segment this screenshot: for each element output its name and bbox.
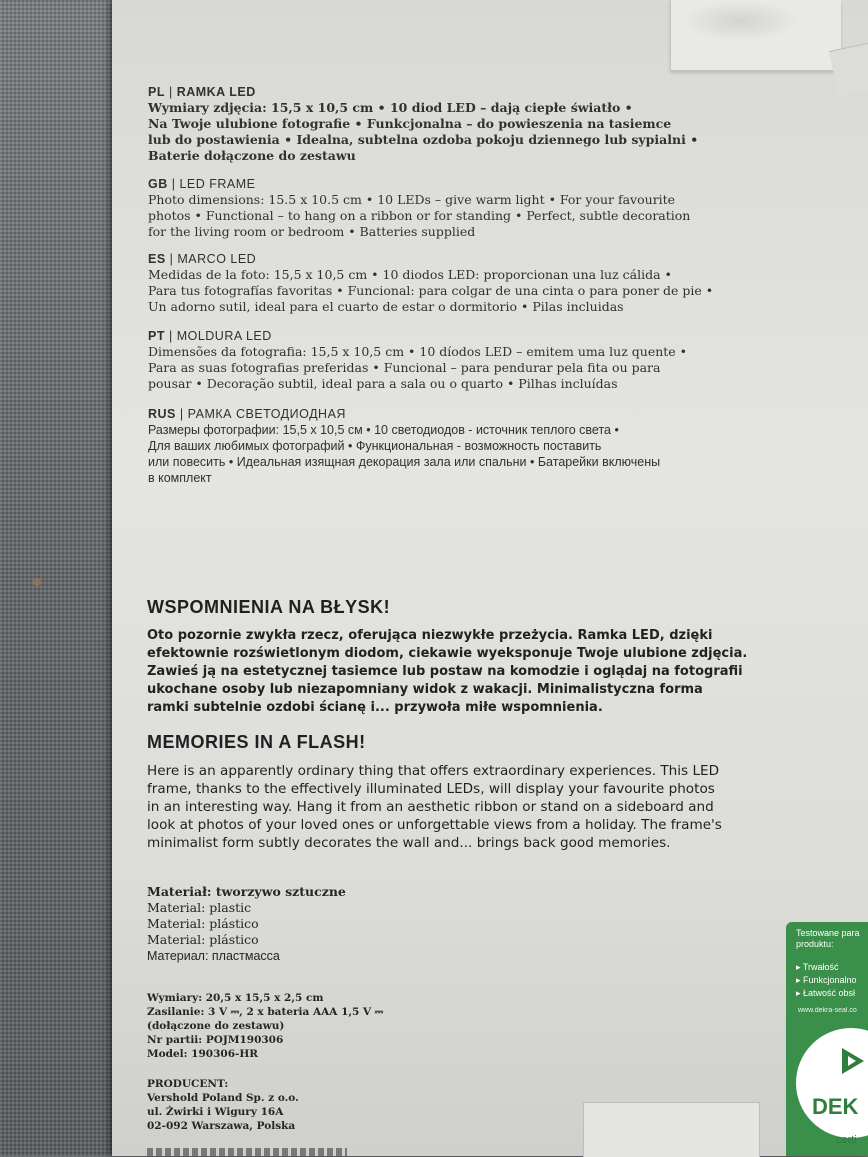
en-description: [147, 762, 722, 852]
lang-line: Medidas de la foto: 15,5 x 10,5 cm • 10 diodos LED: proporcionan una luz cálida •: [148, 267, 672, 282]
flap-print: [681, 0, 801, 42]
lang-heading: RUS | РАМКА СВЕТОДИОДНАЯ: [148, 407, 346, 421]
material-line: Materiał: tworzywo sztuczne: [147, 884, 346, 899]
lang-line: или повесить • Идеальная изящная декорация зала или спальни • Батарейки включены: [148, 455, 661, 469]
spec-line: Model: 190306-HR: [147, 1048, 259, 1060]
lang-line: Dimensões da fotografia: 15,5 x 10,5 cm • 10 díodos LED – emitem uma luz quente •: [148, 344, 688, 359]
dekra-logo-icon: [840, 1046, 866, 1076]
seal-cert-text: certi: [836, 1134, 857, 1146]
material-line: Material: plastic: [147, 900, 252, 915]
producer-info: [147, 1077, 299, 1133]
seal-logo-text: DEK: [812, 1094, 859, 1119]
product-box: [112, 0, 868, 1156]
lang-line: Wymiary zdjęcia: 15,5 x 10,5 cm • 10 diod LED – dają ciepłe światło •: [148, 100, 633, 115]
seal-title: Testowane para produktu:: [796, 928, 860, 949]
en-heading: MEMORIES IN A FLASH!: [147, 732, 366, 752]
para-line: in an interesting way. Hang it from an aesthetic ribbon or stand on a sideboard and: [147, 799, 714, 815]
lang-block-rus: [148, 406, 660, 486]
lang-heading: GB | LED FRAME: [148, 177, 256, 191]
lang-block-es: [148, 251, 713, 315]
para-line: minimalist form subtly decorates the wall and... brings back good memories.: [147, 835, 671, 851]
lang-block-pt: [148, 328, 687, 392]
lang-heading: PT | MOLDURA LED: [148, 329, 272, 343]
para-line: Zawieś ją na estetycznej tasiemce lub postaw na komodzie i oglądaj na fotografii: [147, 664, 743, 679]
lang-block-pl: [148, 84, 698, 164]
seal-url: www.dekra-seal.co: [798, 1007, 857, 1014]
lang-line: Para as suas fotografias preferidas • Funcional – para pendurar pela fita ou para: [148, 360, 661, 375]
lang-line: Para tus fotografías favoritas • Funcional: para colgar de una cinta o para poner de pie •: [148, 283, 714, 298]
para-line: efektownie rozświetlonym diodom, ciekawie wyeksponuje Twoje ulubione zdjęcia.: [147, 646, 748, 661]
lang-line: lub do postawienia • Idealna, subtelna ozdoba pokoju dziennego lub sypialni •: [148, 132, 699, 147]
dekra-seal: [786, 922, 868, 1156]
material-line: Материал: пластмасса: [147, 949, 280, 963]
para-line: ukochane osoby lub niezapomniany widok z wakacji. Minimalistyczna forma: [147, 682, 703, 697]
para-line: Here is an apparently ordinary thing that offers extraordinary experiences. This LED: [147, 763, 720, 779]
cropped-text-line: [147, 1148, 347, 1156]
lang-line: pousar • Decoração subtil, ideal para a sala ou o quarto • Pilhas incluídas: [148, 376, 618, 391]
seal-item: ▸ Funkcjonalno: [796, 975, 857, 985]
lang-line: for the living room or bedroom • Batteries supplied: [148, 224, 476, 239]
para-line: look at photos of your loved ones or unforgettable views from a holiday. The frame's: [147, 817, 722, 833]
lang-line: Размеры фотографии: 15,5 x 10,5 см • 10 светодиодов - источник теплого света •: [148, 423, 619, 437]
lang-line: Photo dimensions: 15.5 x 10.5 cm • 10 LEDs – give warm light • For your favourite: [148, 192, 676, 207]
box-flap: [670, 0, 841, 71]
pl-description: [147, 627, 747, 717]
lang-line: photos • Functional – to hang on a ribbon or for standing • Perfect, subtle decoration: [148, 208, 691, 223]
spec-line: Zasilanie: 3 V ⎓, 2 x bateria AAA 1,5 V ⎓: [147, 1006, 384, 1018]
para-line: Oto pozornie zwykła rzecz, oferująca niezwykłe przeżycia. Ramka LED, dzięki: [147, 628, 713, 643]
materials-list: [147, 884, 346, 964]
producer-street: ul. Żwirki i Wigury 16A: [147, 1106, 284, 1118]
lang-line: в комплект: [148, 471, 212, 485]
producer-name: Vershold Poland Sp. z o.o.: [147, 1092, 299, 1104]
seal-circle: [792, 1024, 868, 1142]
seal-item: ▸ Trwałość: [796, 962, 839, 972]
fabric-background: [0, 0, 125, 1156]
fabric-spot: [33, 578, 41, 586]
spec-line: Wymiary: 20,5 x 15,5 x 2,5 cm: [147, 992, 324, 1004]
producer-city: 02-092 Warszawa, Polska: [147, 1120, 296, 1132]
lang-line: Na Twoje ulubione fotografie • Funkcjonalna – do powieszenia na tasiemce: [148, 116, 672, 131]
specs-list: [147, 991, 383, 1061]
lang-heading: ES | MARCO LED: [148, 252, 257, 266]
material-line: Material: plástico: [147, 932, 259, 947]
para-line: ramki subtelnie ozdobi ścianę i... przywoła miłe wspomnienia.: [147, 700, 603, 715]
seal-item: ▸ Łatwość obsł: [796, 988, 856, 998]
spec-line: (dołączone do zestawu): [147, 1020, 285, 1032]
spec-line: Nr partii: POJM190306: [147, 1034, 284, 1046]
lang-block-gb: [148, 176, 690, 240]
material-line: Material: plástico: [147, 916, 259, 931]
pl-heading: WSPOMNIENIA NA BŁYSK!: [147, 597, 391, 617]
lang-line: Baterie dołączone do zestawu: [148, 148, 356, 163]
sticker-label: [583, 1102, 760, 1157]
lang-heading: PL | RAMKA LED: [148, 85, 256, 99]
producer-label: PRODUCENT:: [147, 1078, 229, 1090]
para-line: frame, thanks to the effectively illuminated LEDs, will display your favourite photos: [147, 781, 715, 797]
lang-line: Для ваших любимых фотографий • Функциональная - возможность поставить: [148, 439, 602, 453]
lang-line: Un adorno sutil, ideal para el cuarto de estar o dormitorio • Pilas incluidas: [148, 299, 624, 314]
